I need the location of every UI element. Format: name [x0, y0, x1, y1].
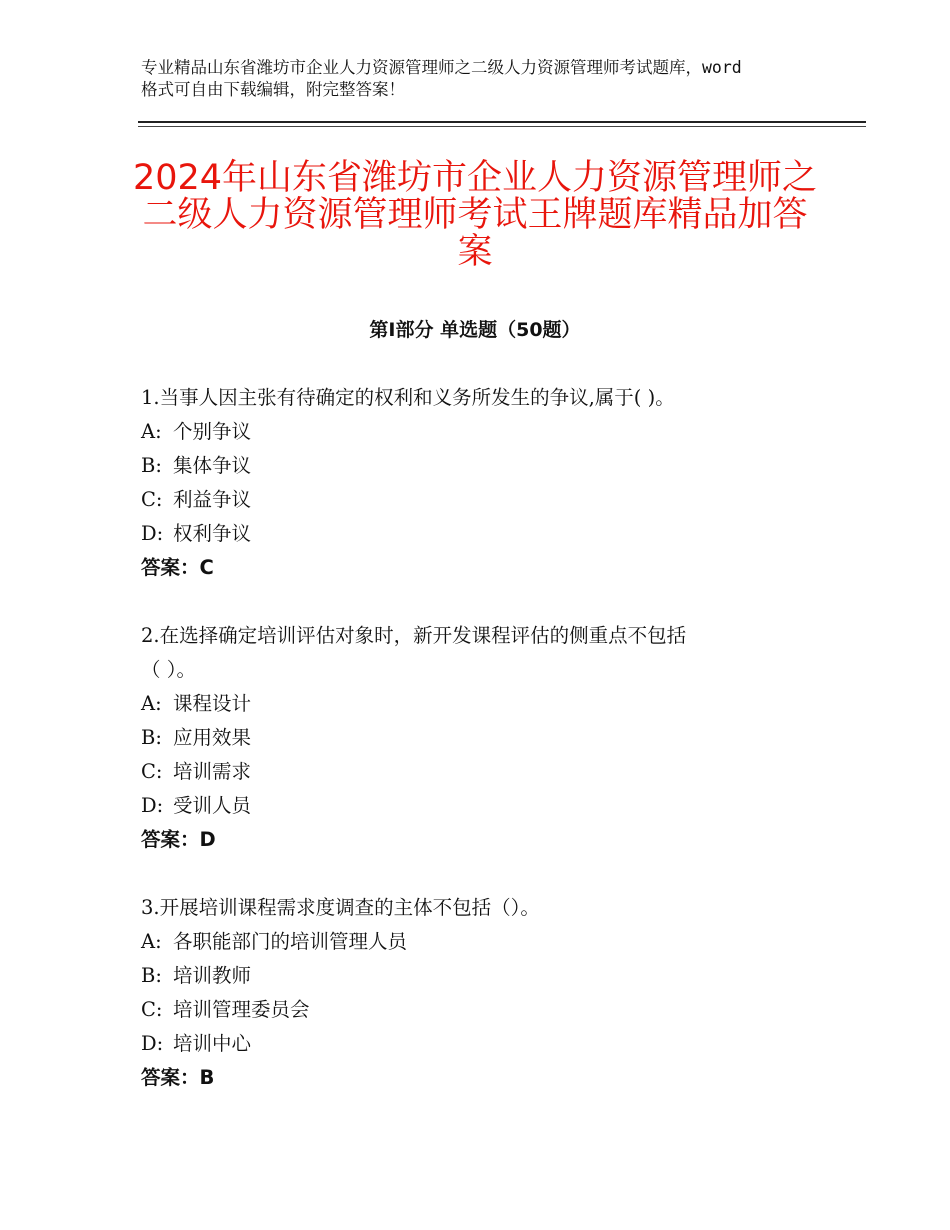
question-stem: 3.开展培训课程需求度调查的主体不包括（）。 [141, 896, 540, 919]
document-title [100, 160, 850, 271]
header-note [141, 57, 831, 101]
option-text: 课程设计 [173, 692, 252, 715]
section-title: 第Ⅰ部分 单选题（50题） [369, 319, 581, 341]
option-list [141, 682, 861, 818]
option-text: 权利争议 [173, 522, 252, 545]
option-list [141, 410, 861, 546]
option-a[interactable] [141, 682, 861, 716]
option-text: 培训教师 [173, 964, 252, 987]
option-text: 各职能部门的培训管理人员 [173, 930, 408, 953]
option-c[interactable] [141, 750, 861, 784]
option-letter: D: [141, 522, 164, 545]
title-line-1: 2024年山东省潍坊市企业人力资源管理师之 [132, 158, 818, 198]
option-list [141, 920, 861, 1056]
answer-line: 答案：C [141, 556, 214, 579]
option-text: 利益争议 [173, 488, 252, 511]
option-b[interactable] [141, 444, 861, 478]
option-letter: B: [141, 454, 162, 477]
option-d[interactable] [141, 512, 861, 546]
option-c[interactable] [141, 478, 861, 512]
option-a[interactable] [141, 920, 861, 954]
header-divider-thin [138, 126, 866, 127]
option-text: 个别争议 [173, 420, 252, 443]
option-letter: A: [141, 692, 162, 715]
option-d[interactable] [141, 1022, 861, 1056]
question-stem: 2.在选择确定培训评估对象时，新开发课程评估的侧重点不包括 [141, 624, 687, 647]
option-letter: C: [141, 760, 163, 783]
question-stem: 1.当事人因主张有待确定的权利和义务所发生的争议,属于( )。 [141, 386, 675, 409]
answer-line: 答案：D [141, 828, 216, 851]
title-line-3: 案 [457, 232, 493, 272]
option-text: 受训人员 [173, 794, 252, 817]
option-letter: D: [141, 794, 164, 817]
option-b[interactable] [141, 716, 861, 750]
option-d[interactable] [141, 784, 861, 818]
option-letter: C: [141, 488, 163, 511]
option-text: 集体争议 [173, 454, 252, 477]
header-note-line-1: 专业精品山东省潍坊市企业人力资源管理师之二级人力资源管理师考试题库，word [141, 58, 742, 77]
question-stem-continued: （ ）。 [141, 658, 196, 681]
question-3 [141, 896, 861, 1090]
option-letter: B: [141, 964, 162, 987]
option-text: 培训管理委员会 [173, 998, 310, 1021]
option-text: 应用效果 [173, 726, 252, 749]
option-letter: A: [141, 930, 162, 953]
option-text: 培训中心 [173, 1032, 252, 1055]
header-divider-thick [138, 121, 866, 123]
option-b[interactable] [141, 954, 861, 988]
option-a[interactable] [141, 410, 861, 444]
header-note-line-2: 格式可自由下载编辑，附完整答案！ [141, 80, 405, 99]
option-letter: A: [141, 420, 162, 443]
option-letter: B: [141, 726, 162, 749]
option-letter: D: [141, 1032, 164, 1055]
title-line-2: 二级人力资源管理师考试王牌题库精品加答 [142, 195, 808, 235]
question-1 [141, 386, 861, 580]
question-2 [141, 624, 861, 852]
answer-line: 答案：B [141, 1066, 215, 1089]
option-letter: C: [141, 998, 163, 1021]
option-c[interactable] [141, 988, 861, 1022]
option-text: 培训需求 [173, 760, 252, 783]
